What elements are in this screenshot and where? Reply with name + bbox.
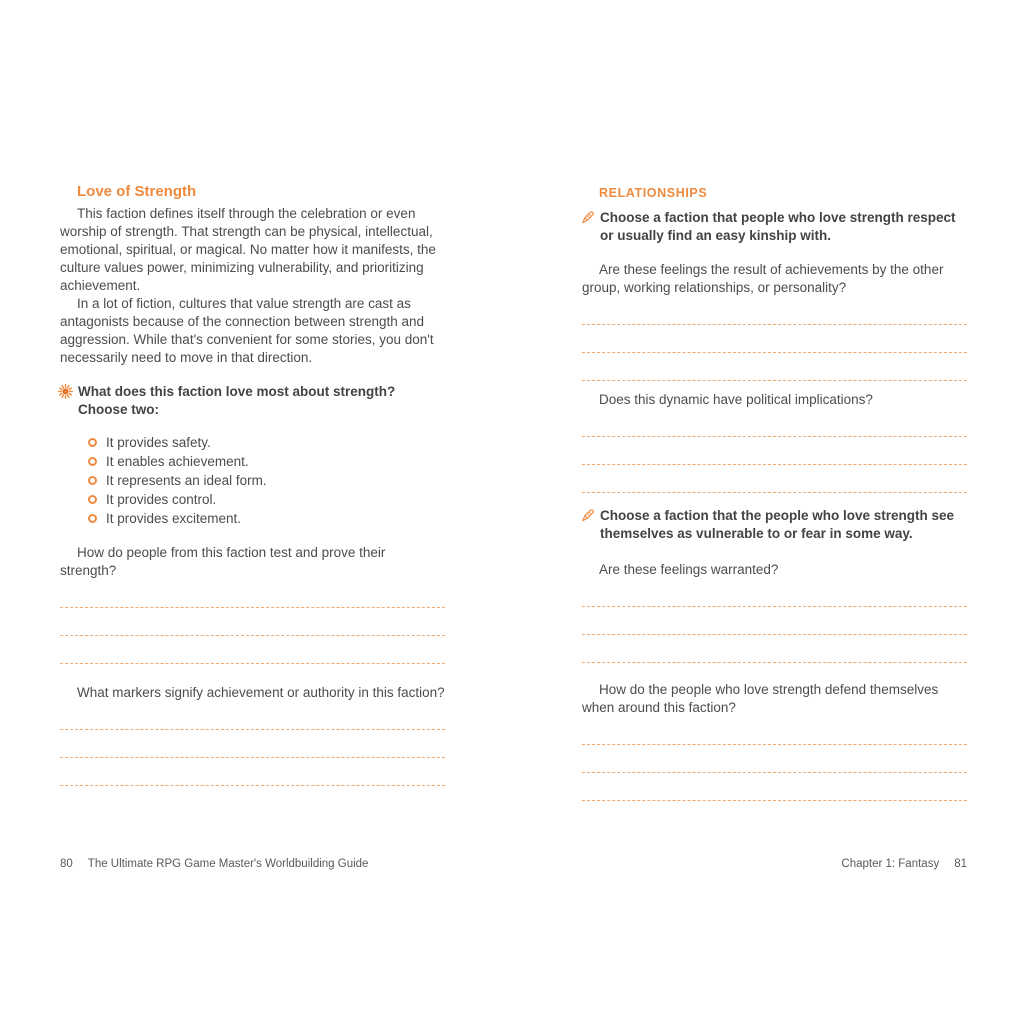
pencil-icon — [580, 508, 595, 524]
write-in-line — [582, 409, 967, 437]
write-in-line — [582, 773, 967, 801]
page-number: 80 — [60, 858, 73, 870]
write-in-line — [582, 325, 967, 353]
write-in-line — [582, 437, 967, 465]
write-in-lines — [582, 409, 967, 493]
prompt-question: Choose a faction that people who love strength respect or usually find an easy kinship with. — [600, 210, 956, 243]
write-in-lines — [60, 702, 445, 786]
option-item — [88, 452, 445, 471]
option-circle-icon — [88, 438, 97, 447]
write-in-lines — [582, 717, 967, 801]
right-page — [582, 183, 967, 801]
chapter-title: Chapter 1: Fantasy — [841, 858, 940, 870]
option-item — [88, 433, 445, 452]
option-label: It represents an ideal form. — [106, 473, 267, 488]
option-circle-icon — [88, 514, 97, 523]
page-number: 81 — [954, 858, 967, 870]
write-in-line — [582, 745, 967, 773]
option-label: It provides excitement. — [106, 511, 242, 526]
write-in-line — [582, 717, 967, 745]
sub-question: Does this dynamic have political implications? — [599, 392, 873, 407]
write-in-lines — [582, 297, 967, 381]
write-in-line — [582, 635, 967, 663]
option-label: It provides control. — [106, 492, 217, 507]
option-label: It provides safety. — [106, 435, 211, 450]
options-list — [88, 433, 445, 528]
intro-paragraph-1: This faction defines itself through the celebration or even worship of strength. That strength can be physical, intellectual, emotional, spiritual, or magical. No matter how it manifests, the culture values power, minimizing vulnerability, and prioritizing achievement. — [60, 206, 436, 293]
write-in-line — [582, 579, 967, 607]
workbook-question: How do people from this faction test and prove their strength? — [60, 545, 386, 578]
sub-question: Are these feelings warranted? — [599, 562, 779, 577]
prompt-question: What does this faction love most about strength? — [78, 384, 396, 399]
pencil-prompt-1 — [582, 209, 967, 245]
write-in-line — [582, 297, 967, 325]
right-page-footer — [582, 858, 967, 870]
write-in-line — [582, 353, 967, 381]
write-in-line — [582, 465, 967, 493]
option-item — [88, 471, 445, 490]
option-item — [88, 490, 445, 509]
prompt-instruction: Choose two: — [78, 402, 159, 417]
option-circle-icon — [88, 495, 97, 504]
pencil-prompt-text — [600, 209, 967, 245]
pencil-prompt-text — [600, 507, 967, 543]
prompt-question: Choose a faction that the people who love strength see themselves as vulnerable to or fear in some way. — [600, 508, 955, 541]
write-in-line — [60, 608, 445, 636]
write-in-line — [60, 702, 445, 730]
write-in-lines — [582, 579, 967, 663]
intro-paragraph-2: In a lot of fiction, cultures that value strength are cast as antagonists because of the connection between strength and aggression. While that's convenient for some stories, you don't necessarily need to move in that direction. — [60, 296, 434, 365]
sun-icon — [58, 384, 73, 400]
write-in-line — [60, 636, 445, 664]
option-circle-icon — [88, 476, 97, 485]
section-heading-relationships: RELATIONSHIPS — [599, 186, 708, 200]
sun-prompt-text — [78, 383, 445, 419]
pencil-prompt-2 — [582, 507, 967, 543]
left-page — [60, 183, 445, 786]
sub-question: Are these feelings the result of achievements by the other group, working relationships, or personality? — [582, 262, 944, 295]
sun-prompt — [60, 383, 445, 419]
option-item — [88, 509, 445, 528]
write-in-line — [60, 730, 445, 758]
write-in-line — [60, 580, 445, 608]
option-label: It enables achievement. — [106, 454, 249, 469]
pencil-icon — [580, 210, 595, 226]
sub-question: How do the people who love strength defend themselves when around this faction? — [582, 682, 939, 715]
workbook-question: What markers signify achievement or authority in this faction? — [77, 685, 445, 700]
left-page-footer — [60, 858, 445, 870]
section-heading-love-of-strength: Love of Strength — [77, 183, 197, 200]
write-in-line — [60, 758, 445, 786]
write-in-line — [582, 607, 967, 635]
book-title: The Ultimate RPG Game Master's Worldbuilding Guide — [87, 858, 369, 870]
write-in-lines — [60, 580, 445, 664]
option-circle-icon — [88, 457, 97, 466]
